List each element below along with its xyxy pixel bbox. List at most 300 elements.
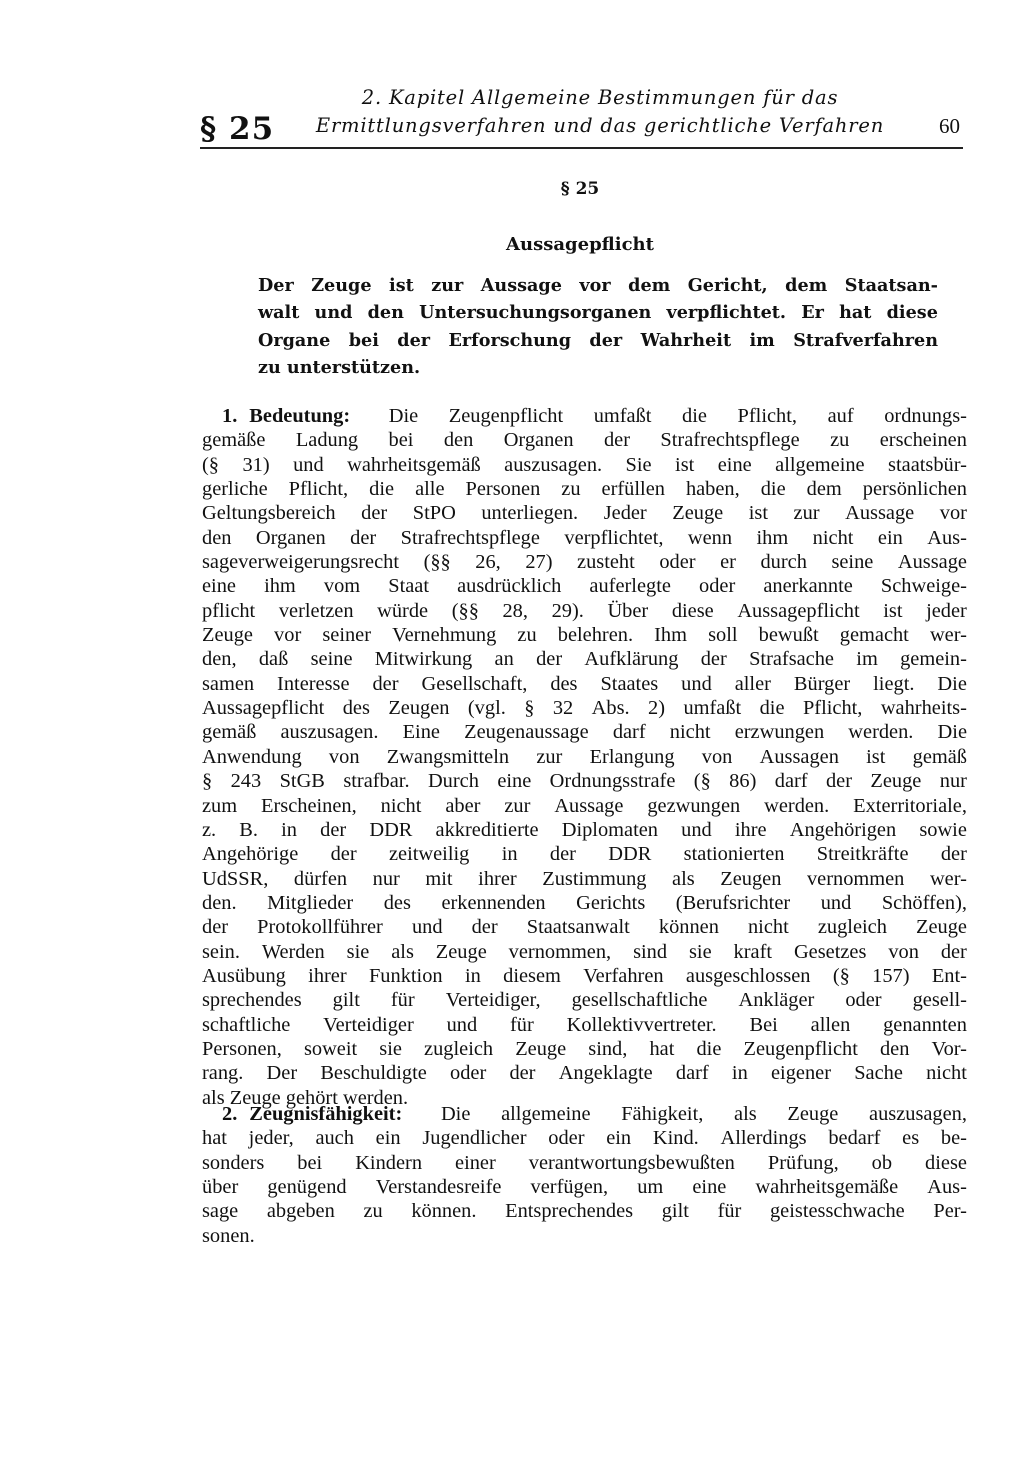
word: wer- bbox=[929, 624, 967, 647]
word: zur bbox=[431, 275, 464, 296]
word: Aufklärung bbox=[584, 648, 679, 671]
word: ist bbox=[883, 599, 903, 622]
word: können. bbox=[411, 1200, 477, 1223]
page-number: 60 bbox=[939, 114, 960, 138]
word: anerkannte bbox=[763, 575, 853, 598]
paragraph-heading bbox=[222, 1102, 410, 1126]
word: § bbox=[202, 770, 213, 793]
word: des bbox=[342, 697, 370, 720]
paragraph-line bbox=[202, 1013, 967, 1037]
word: sageverweigerungsrecht bbox=[202, 551, 400, 574]
word: zur bbox=[504, 794, 531, 817]
word: genannten bbox=[883, 1013, 967, 1036]
word: oder bbox=[699, 575, 736, 598]
word: auch bbox=[315, 1127, 354, 1150]
word: eigener bbox=[771, 1062, 831, 1085]
section-title: Aussagepflicht bbox=[506, 234, 654, 255]
word: 31) bbox=[242, 453, 270, 476]
word: StPO bbox=[412, 502, 456, 525]
paragraph-line bbox=[202, 477, 967, 501]
word: an bbox=[494, 648, 514, 671]
word: Schweige- bbox=[880, 575, 967, 598]
word: Geltungsbereich bbox=[202, 502, 336, 525]
word: Angehörige bbox=[202, 843, 299, 866]
word: Ihm bbox=[654, 624, 687, 647]
word: (§§ bbox=[451, 599, 479, 622]
word: Mitglieder bbox=[267, 891, 354, 914]
word: sage bbox=[202, 1200, 239, 1223]
word: ihre bbox=[734, 818, 767, 841]
word: Organen bbox=[255, 526, 326, 549]
paragraph-line bbox=[202, 696, 967, 720]
word: (vgl. bbox=[467, 697, 506, 720]
word: gemäß bbox=[202, 721, 257, 744]
paragraph-line: als Zeuge gehört werden. bbox=[202, 1086, 409, 1109]
paragraph-line bbox=[202, 1037, 967, 1061]
word: Ordnungsstrafe bbox=[549, 770, 676, 793]
word: und bbox=[820, 891, 852, 914]
word: Pflicht, bbox=[802, 697, 863, 720]
word: Ladung bbox=[295, 429, 359, 452]
word: von bbox=[701, 745, 733, 768]
word: sonders bbox=[202, 1151, 265, 1174]
word: Bei bbox=[749, 1013, 778, 1036]
paragraph-line bbox=[202, 599, 967, 623]
word: Durch bbox=[427, 770, 479, 793]
word: sind, bbox=[588, 1037, 628, 1060]
word: zu bbox=[363, 1200, 383, 1223]
word: gesellschaftliche bbox=[571, 989, 708, 1012]
word: vernommen bbox=[806, 867, 905, 890]
word: umfaßt bbox=[593, 405, 652, 427]
word: der bbox=[509, 1062, 536, 1085]
word: z. bbox=[202, 818, 217, 841]
word: Protokollführer bbox=[257, 916, 383, 939]
word: zum bbox=[202, 794, 238, 817]
word: (§ bbox=[832, 964, 850, 987]
word: Aussage bbox=[845, 502, 915, 525]
word: (§ bbox=[693, 770, 711, 793]
word: hat bbox=[839, 302, 872, 324]
word: Gesellschaft, bbox=[421, 672, 528, 695]
word: Vor- bbox=[931, 1037, 967, 1060]
word: nicht bbox=[812, 526, 854, 549]
word: Per- bbox=[933, 1200, 967, 1223]
paragraph-line bbox=[202, 501, 967, 525]
word: be- bbox=[940, 1127, 967, 1150]
paragraph-number: 1. bbox=[222, 405, 238, 427]
running-header bbox=[200, 84, 964, 147]
word: Zeuge bbox=[870, 770, 922, 793]
word: Zeuge bbox=[787, 1103, 839, 1125]
paragraph-line bbox=[202, 720, 967, 744]
word: vom bbox=[323, 575, 361, 598]
word: eine bbox=[717, 453, 752, 476]
word: den, bbox=[202, 648, 237, 671]
word: ein bbox=[606, 1127, 632, 1150]
word: Staatsan- bbox=[844, 275, 938, 296]
paragraph-line bbox=[202, 867, 967, 891]
word: DDR bbox=[369, 818, 413, 841]
paragraph-line bbox=[202, 769, 967, 793]
word: Diplomaten bbox=[561, 818, 658, 841]
word: geistesschwache bbox=[769, 1200, 905, 1223]
word: und bbox=[681, 818, 712, 841]
word: diese bbox=[886, 302, 938, 324]
word: Exterritoriale, bbox=[853, 794, 967, 817]
word: Verstandesreife bbox=[375, 1176, 502, 1199]
word: Zeugen bbox=[720, 867, 782, 890]
paragraph-line bbox=[202, 672, 967, 696]
statute-line bbox=[258, 272, 938, 299]
word: Angehörigen bbox=[789, 818, 897, 841]
word: ausgeschlossen bbox=[685, 964, 811, 987]
word: stationierten bbox=[683, 843, 785, 866]
word: Zeuge bbox=[672, 502, 724, 525]
paragraph-line bbox=[202, 1061, 967, 1085]
word: 28, bbox=[502, 599, 528, 622]
word: § bbox=[524, 697, 535, 720]
word: oder bbox=[548, 1127, 585, 1150]
paragraph-line bbox=[202, 842, 967, 866]
paragraph-heading-text: Zeugnisfähigkeit: bbox=[249, 1103, 403, 1125]
word: und bbox=[314, 302, 353, 324]
word: diese bbox=[671, 599, 714, 622]
word: belehren. bbox=[557, 624, 634, 647]
paragraph-line bbox=[202, 1126, 967, 1150]
word: haben, bbox=[685, 478, 740, 501]
paragraph-line bbox=[202, 964, 967, 988]
word: Gericht, bbox=[687, 275, 768, 296]
word: oder bbox=[659, 551, 696, 574]
word: Zustimmung bbox=[542, 867, 647, 890]
word: diese bbox=[925, 1151, 967, 1174]
word: Strafverfahren bbox=[793, 329, 938, 351]
word: Staat bbox=[388, 575, 430, 598]
word: soweit bbox=[303, 1037, 358, 1060]
paragraph-line bbox=[202, 1151, 967, 1175]
word: Entsprechendes bbox=[505, 1200, 634, 1223]
word: und bbox=[681, 672, 712, 695]
word: auszusagen, bbox=[869, 1103, 967, 1125]
word: Erforschung bbox=[448, 329, 572, 351]
word: jeder bbox=[926, 599, 967, 622]
word: unterliegen. bbox=[481, 502, 579, 525]
word: wer- bbox=[929, 867, 967, 890]
section-number: § 25 bbox=[560, 179, 600, 199]
word: Ent- bbox=[931, 964, 967, 987]
commentary-paragraph-2 bbox=[202, 1102, 967, 1248]
word: Erlangung bbox=[589, 745, 675, 768]
word: von bbox=[328, 745, 360, 768]
word: der bbox=[361, 502, 388, 525]
word: Zwangsmitteln bbox=[386, 745, 510, 768]
word: Abs. bbox=[591, 697, 630, 720]
word: Mitwirkung bbox=[374, 648, 473, 671]
word: in bbox=[281, 818, 298, 841]
word: Der bbox=[258, 275, 294, 296]
word: verfügen, bbox=[530, 1176, 609, 1199]
word: auf bbox=[827, 405, 854, 427]
word: zur bbox=[793, 502, 820, 525]
word: der bbox=[330, 843, 357, 866]
word: die bbox=[369, 478, 395, 501]
word: mit bbox=[425, 867, 453, 890]
word: um bbox=[637, 1176, 664, 1199]
header-divider bbox=[200, 147, 963, 149]
word: die bbox=[682, 405, 707, 427]
word: in bbox=[464, 964, 481, 987]
word: der bbox=[700, 648, 727, 671]
word: (§§ bbox=[423, 551, 451, 574]
word: vor bbox=[579, 275, 611, 296]
word: gerliche bbox=[202, 478, 268, 501]
word: Personen bbox=[465, 478, 541, 501]
word: im bbox=[856, 648, 878, 671]
word: nicht bbox=[380, 794, 422, 817]
word: Pflicht, bbox=[737, 405, 798, 427]
word: Aus- bbox=[927, 526, 967, 549]
word: alle bbox=[415, 478, 445, 501]
word: 2) bbox=[648, 697, 666, 720]
word: Interesse bbox=[277, 672, 350, 695]
word: allen bbox=[810, 1013, 851, 1036]
word: werden. bbox=[764, 794, 830, 817]
word: den bbox=[879, 1037, 910, 1060]
word: Verfahren bbox=[583, 964, 664, 987]
word: Jugendlicher bbox=[422, 1127, 527, 1150]
word: es bbox=[902, 1127, 920, 1150]
word: Staatsanwalt bbox=[526, 916, 630, 939]
word: Wahrheit bbox=[640, 329, 732, 351]
word: erfüllen bbox=[601, 478, 665, 501]
word: ob bbox=[871, 1151, 893, 1174]
word: den. bbox=[202, 891, 237, 914]
word: schaftliche bbox=[202, 1013, 291, 1036]
paragraph-line bbox=[202, 428, 967, 452]
word: ihm bbox=[264, 575, 296, 598]
word: Aussage bbox=[554, 794, 624, 817]
word: dem bbox=[806, 478, 842, 501]
word: dürfen bbox=[293, 867, 348, 890]
word: als bbox=[672, 867, 695, 890]
word: 32 bbox=[552, 697, 574, 720]
word: Angeklagte bbox=[558, 1062, 653, 1085]
word: bei bbox=[297, 1151, 323, 1174]
word: zu bbox=[561, 478, 581, 501]
word: sie bbox=[346, 940, 370, 963]
word: Die bbox=[388, 405, 419, 427]
word: der bbox=[350, 526, 377, 549]
word: Zeuge bbox=[515, 1037, 567, 1060]
word: jeder, bbox=[248, 1127, 294, 1150]
word: walt bbox=[258, 302, 300, 324]
word: ihrer bbox=[308, 964, 347, 987]
word: seiner bbox=[322, 624, 372, 647]
word: Kind. bbox=[652, 1127, 699, 1150]
word: der bbox=[940, 940, 967, 963]
word: zugleich bbox=[424, 1037, 494, 1060]
word: Ankläger bbox=[738, 989, 815, 1012]
word: zusteht bbox=[577, 551, 635, 574]
word: nur bbox=[939, 770, 967, 793]
word: Strafrechtspflege bbox=[400, 526, 540, 549]
word: vernommen, bbox=[508, 940, 612, 963]
word: sind bbox=[633, 940, 668, 963]
word: Beschuldigte bbox=[320, 1062, 427, 1085]
word: auszusagen. bbox=[504, 453, 603, 476]
word: 29). bbox=[551, 599, 584, 622]
word: Organen bbox=[503, 429, 574, 452]
word: seine bbox=[310, 648, 353, 671]
word: Gerichts bbox=[576, 891, 646, 914]
word: Erscheinen, bbox=[261, 794, 357, 817]
word: bei bbox=[388, 429, 414, 452]
word: Bürger bbox=[793, 672, 851, 695]
word: persönlichen bbox=[862, 478, 967, 501]
word: sein. bbox=[202, 940, 240, 963]
word: werden. bbox=[848, 721, 914, 744]
word: vor bbox=[939, 502, 967, 525]
word: auferlegte bbox=[589, 575, 671, 598]
word: er bbox=[720, 551, 736, 574]
word: Staates bbox=[600, 672, 659, 695]
word: Sache bbox=[854, 1062, 903, 1085]
word: der bbox=[471, 916, 498, 939]
word: bei bbox=[348, 329, 379, 351]
word: 243 bbox=[230, 770, 262, 793]
statute-line: zu unterstützen. bbox=[258, 356, 421, 378]
word: dem bbox=[785, 275, 828, 296]
word: Verteidiger bbox=[323, 1013, 414, 1036]
statute-line bbox=[258, 299, 938, 326]
word: für bbox=[717, 1200, 742, 1223]
word: in bbox=[731, 1062, 748, 1085]
word: in bbox=[501, 843, 518, 866]
word: erkennenden bbox=[441, 891, 546, 914]
paragraph-line bbox=[202, 647, 967, 671]
word: Funktion bbox=[368, 964, 443, 987]
word: eine bbox=[497, 770, 532, 793]
word: (Berufsrichter bbox=[675, 891, 791, 914]
word: darf bbox=[774, 770, 808, 793]
paragraph-line bbox=[202, 404, 967, 428]
word: und bbox=[411, 916, 443, 939]
word: von bbox=[888, 940, 919, 963]
word: der bbox=[397, 329, 431, 351]
chapter-title bbox=[300, 84, 900, 140]
word: der bbox=[603, 429, 630, 452]
word: der bbox=[536, 648, 563, 671]
word: darf bbox=[612, 721, 646, 744]
word: verantwortungsbewußten bbox=[528, 1151, 735, 1174]
chapter-title-line-1: 2. Kapitel Allgemeine Bestimmungen für das bbox=[361, 86, 839, 109]
word: Allerdings bbox=[720, 1127, 807, 1150]
word: gilt bbox=[661, 1200, 689, 1223]
word: ist bbox=[389, 275, 414, 296]
word: Die bbox=[937, 672, 967, 695]
paragraph-line: sonen. bbox=[202, 1224, 255, 1247]
word: akkreditierte bbox=[435, 818, 539, 841]
word: ist bbox=[866, 745, 886, 768]
word: Strafsache bbox=[749, 648, 834, 671]
word: Zeugenaussage bbox=[464, 721, 589, 744]
word: sprechendes bbox=[202, 989, 302, 1012]
word: bedarf bbox=[828, 1127, 881, 1150]
word: gilt bbox=[332, 989, 360, 1012]
word: Strafrechtspflege bbox=[660, 429, 800, 452]
word: ihm bbox=[756, 526, 789, 549]
word: zeitweilig bbox=[388, 843, 470, 866]
word: Gesetzes bbox=[793, 940, 867, 963]
word: der bbox=[372, 672, 399, 695]
word: ein bbox=[375, 1127, 401, 1150]
word: der bbox=[825, 770, 853, 793]
word: Zeuge bbox=[916, 916, 967, 939]
paragraph-number: 2. bbox=[222, 1103, 238, 1125]
word: oder bbox=[845, 989, 882, 1012]
word: rang. bbox=[202, 1062, 244, 1085]
word: Prüfung, bbox=[767, 1151, 839, 1174]
word: verpflichtet, bbox=[564, 526, 664, 549]
word: 86) bbox=[729, 770, 757, 793]
word: hat bbox=[649, 1037, 675, 1060]
word: nicht bbox=[669, 721, 711, 744]
word: Aussage bbox=[897, 551, 967, 574]
word: Zeuge bbox=[202, 624, 253, 647]
word: Er bbox=[801, 302, 824, 324]
word: der bbox=[202, 916, 229, 939]
word: ist bbox=[748, 502, 769, 525]
word: nicht bbox=[747, 916, 789, 939]
word: für bbox=[390, 989, 415, 1012]
word: Werden bbox=[261, 940, 325, 963]
commentary-paragraph-1 bbox=[202, 404, 967, 1110]
statute-line bbox=[258, 327, 938, 354]
word: ist bbox=[675, 453, 695, 476]
header-section-mark: § 25 bbox=[200, 111, 275, 147]
word: UdSSR, bbox=[202, 867, 269, 890]
paragraph-line bbox=[202, 1175, 967, 1199]
word: Vernehmung bbox=[392, 624, 497, 647]
word: Personen, bbox=[202, 1037, 282, 1060]
paragraph-line bbox=[202, 550, 967, 574]
word: sie bbox=[688, 940, 712, 963]
word: Aussagepflicht bbox=[202, 697, 325, 720]
word: für bbox=[510, 1013, 534, 1036]
paragraph-line bbox=[202, 940, 967, 964]
word: 27) bbox=[525, 551, 553, 574]
word: umfaßt bbox=[683, 697, 742, 720]
word: ihrer bbox=[478, 867, 517, 890]
word: Aussagepflicht bbox=[737, 599, 860, 622]
word: der bbox=[589, 329, 623, 351]
word: verpflichtet. bbox=[666, 302, 787, 324]
paragraph-line bbox=[202, 745, 967, 769]
word: liegt. bbox=[873, 672, 915, 695]
paragraph-line bbox=[202, 794, 967, 818]
word: aller bbox=[734, 672, 771, 695]
word: Organe bbox=[258, 329, 331, 351]
word: allgemeine bbox=[501, 1103, 591, 1125]
word: vor bbox=[274, 624, 302, 647]
word: soll bbox=[708, 624, 738, 647]
word: der bbox=[549, 843, 576, 866]
paragraph-line bbox=[202, 915, 967, 939]
word: darf bbox=[675, 1062, 709, 1085]
word: Zeuge bbox=[435, 940, 487, 963]
word: Die bbox=[937, 721, 967, 744]
